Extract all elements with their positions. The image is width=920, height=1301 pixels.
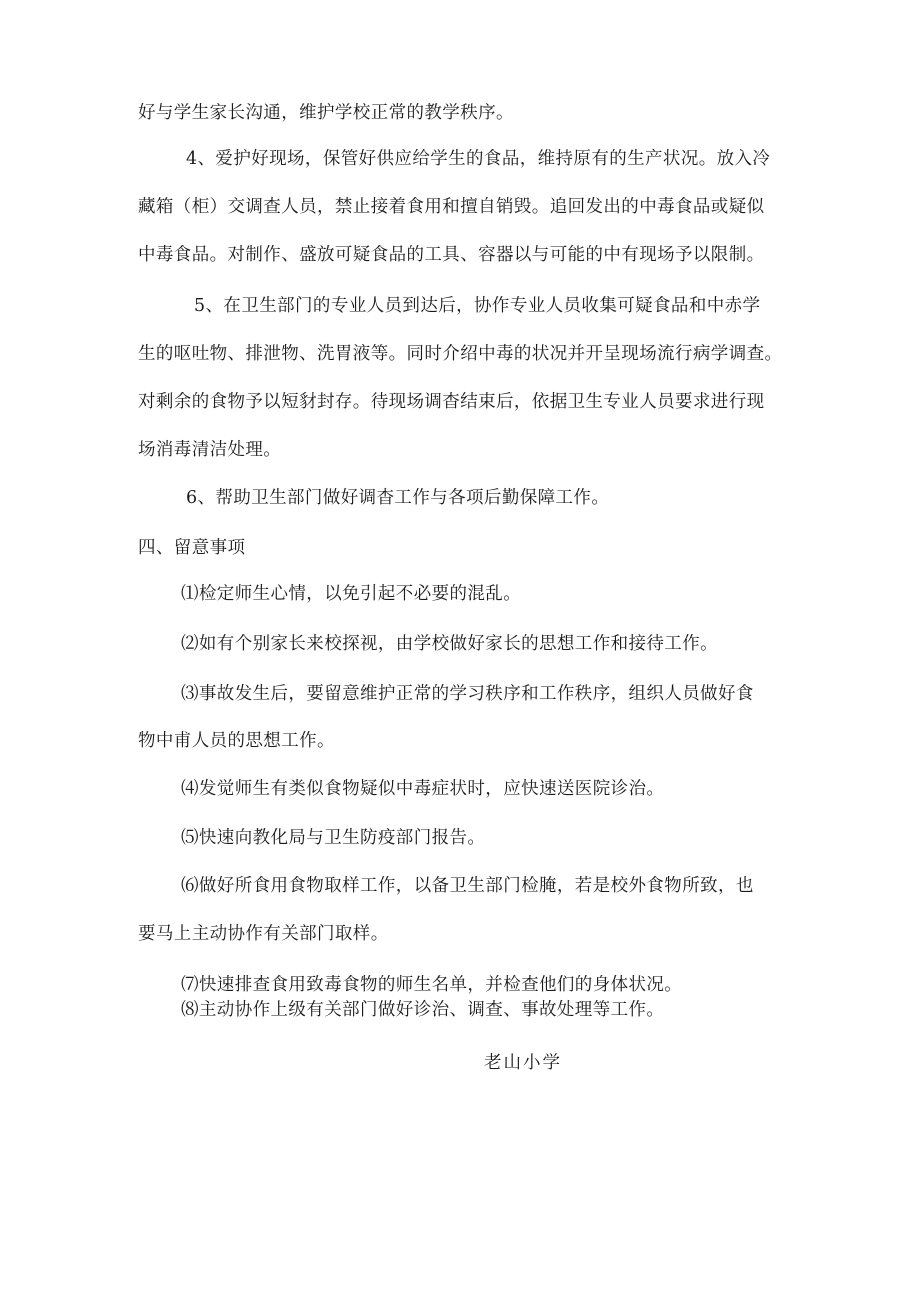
note-2: ⑵如有个别家长来校探视，由学校做好家长的思想工作和接待工作。 xyxy=(181,634,718,654)
item-5-line-2: 生的呕吐物、排泄物、洗胃液等。同时介绍中毒的状况并开呈现场流行病学调查。 xyxy=(138,344,783,364)
note-5: ⑸快速向教化局与卫生防疫部门报告。 xyxy=(181,828,486,848)
signature-school-name: 老山小学 xyxy=(484,1053,562,1073)
item-5-line-4: 场消毒清洁处理。 xyxy=(138,440,282,460)
note-3-line-1: ⑶事故发生后，要留意维护正常的学习秩序和工作秩序，组织人员做好食 xyxy=(181,684,754,704)
note-8: ⑻主动协作上级有关部门做好诊治、调查、事故处理等工作。 xyxy=(181,1000,665,1020)
item-4-line-3: 中毒食品。对制作、盛放可疑食品的工具、容器以与可能的中有现场予以限制。 xyxy=(138,245,765,265)
item-5-line-1: 5、在卫生部门的专业人员到达后，协作专业人员收集可疑食品和中赤学 xyxy=(194,296,761,316)
note-6-line-1: ⑹做好所食用食物取样工作，以备卫生部门检腌，若是校外食物所致，也 xyxy=(181,876,754,896)
note-6-line-2: 要马上主动协作有关部门取样。 xyxy=(138,924,389,944)
item-4-line-1: 4、爱护好现场，保管好供应给学生的食品，维持原有的生产状况。放入冷 xyxy=(186,149,771,169)
item-6: 6、帮助卫生部门做好调杳工作与各项后勤保障工作。 xyxy=(186,488,610,508)
item-5-line-3: 对剩余的食物予以短豺封存。待现场调杳结束后，依据卫生专业人员要求进行现 xyxy=(138,392,765,412)
note-3-line-2: 物中甫人员的思想工作。 xyxy=(138,731,335,751)
item-4-line-2: 藏箱（柜）交调查人员，禁止接着食用和擅自销毁。追回发出的中毒食品或疑似 xyxy=(138,197,765,217)
note-7: ⑺快速排查食用致毒食物的师生名单，并检查他们的身体状况。 xyxy=(181,975,683,995)
paragraph-continuation: 好与学生家长沟通，维护学校正常的教学秩序。 xyxy=(138,103,514,123)
section-4-title: 四、留意事项 xyxy=(138,538,246,558)
note-1: ⑴检定师生心情，以免引起不必要的混乱。 xyxy=(181,584,522,604)
note-4: ⑷发觉师生有类似食物疑似中毒症状时，应快速送医院诊治。 xyxy=(181,779,665,799)
